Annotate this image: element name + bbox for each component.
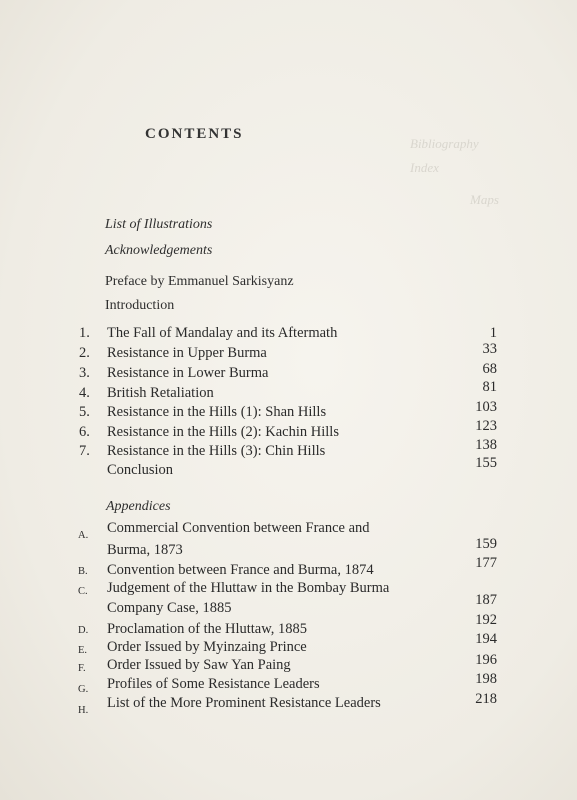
chapter-title: Resistance in the Hills (2): Kachin Hills <box>107 424 339 440</box>
appendix-title-line1: Judgement of the Hluttaw in the Bombay Burma <box>107 580 390 596</box>
chapter-number: 1. <box>79 325 90 341</box>
appendix-title: List of the More Prominent Resistance Leaders <box>107 695 381 711</box>
chapter-number: 7. <box>79 443 90 459</box>
page-number: 192 <box>475 612 497 628</box>
chapter-title: Resistance in the Hills (1): Shan Hills <box>107 404 327 420</box>
page-number: 155 <box>475 455 497 471</box>
front-matter-acknowledgements: Acknowledgements <box>105 243 213 258</box>
page-number: 159 <box>475 536 497 552</box>
chapter-title: The Fall of Mandalay and its Aftermath <box>107 325 338 341</box>
page-number: 198 <box>475 671 497 687</box>
page-number: 187 <box>475 592 497 608</box>
appendix-letter: F. <box>78 663 86 674</box>
chapter-title: Resistance in Upper Burma <box>107 345 267 361</box>
page-number: 1 <box>489 325 497 341</box>
page-number: 123 <box>475 418 497 434</box>
appendix-letter: D. <box>78 625 89 636</box>
chapter-number: 5. <box>79 404 90 420</box>
appendix-title-line2: Company Case, 1885 <box>107 600 232 616</box>
page-number: 177 <box>475 555 497 571</box>
appendix-letter: E. <box>78 645 88 656</box>
appendix-letter: B. <box>78 566 88 577</box>
show-through-text: Bibliography <box>410 136 479 151</box>
page-number: 68 <box>482 361 497 377</box>
chapter-title: Conclusion <box>107 462 174 478</box>
appendix-title: Order Issued by Myinzaing Prince <box>107 639 307 655</box>
appendix-letter: H. <box>78 705 89 716</box>
page-number: 33 <box>482 341 497 357</box>
appendix-letter: G. <box>78 684 89 695</box>
chapter-number: 6. <box>79 424 90 440</box>
page-number: 218 <box>475 691 497 707</box>
appendix-title: Convention between France and Burma, 1874 <box>107 562 374 578</box>
front-matter-preface: Preface by Emmanuel Sarkisyanz <box>105 274 294 289</box>
appendices-heading: Appendices <box>106 499 171 514</box>
chapter-number: 4. <box>79 385 90 401</box>
chapter-number: 3. <box>79 365 90 381</box>
appendix-title: Profiles of Some Resistance Leaders <box>107 676 320 692</box>
chapter-title: Resistance in the Hills (3): Chin Hills <box>107 443 326 459</box>
front-matter-introduction: Introduction <box>105 298 175 313</box>
chapter-title: British Retaliation <box>107 385 214 401</box>
front-matter-list-of-illustrations: List of Illustrations <box>105 217 213 232</box>
show-through-text: Index <box>410 160 439 175</box>
page-number: 103 <box>475 399 497 415</box>
page-number: 138 <box>475 437 497 453</box>
show-through-text: Maps <box>470 192 499 207</box>
chapter-number: 2. <box>79 345 90 361</box>
appendix-letter: C. <box>78 586 88 597</box>
chapter-title: Resistance in Lower Burma <box>107 365 269 381</box>
page-number: 196 <box>475 652 497 668</box>
page-number: 194 <box>475 631 497 647</box>
appendix-title-line2: Burma, 1873 <box>107 542 183 558</box>
appendix-title-line1: Commercial Convention between France and <box>107 520 370 536</box>
appendix-letter: A. <box>78 530 89 541</box>
appendix-title: Order Issued by Saw Yan Paing <box>107 657 291 673</box>
contents-heading: CONTENTS <box>145 126 244 142</box>
page-number: 81 <box>482 379 497 395</box>
appendix-title: Proclamation of the Hluttaw, 1885 <box>107 621 308 637</box>
